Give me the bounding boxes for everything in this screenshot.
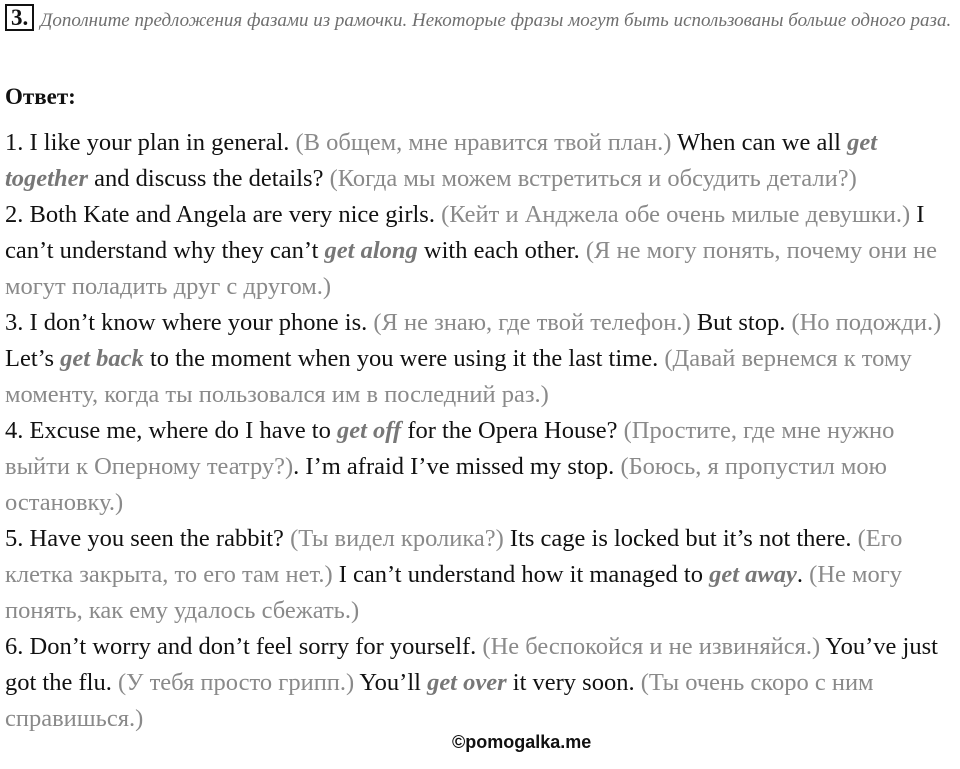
task-instruction-block	[5, 4, 955, 35]
russian-translation: (Ты видел кролика?)	[290, 525, 504, 552]
task-instruction: Дополните предложения фазами из рамочки. Некоторые фразы могут быть использованы больше одного раза.	[40, 10, 952, 31]
russian-translation: (Но подожди.)	[791, 309, 942, 336]
russian-translation: (Когда мы можем встретиться и обсудить детали?)	[329, 165, 857, 192]
english-text: and discuss the details?	[88, 165, 330, 192]
english-text: with each other.	[417, 237, 586, 264]
english-text: 1. I like your plan in general.	[5, 129, 296, 156]
russian-translation: (Его клетка закрыта, то его там нет.)	[5, 525, 903, 588]
answer-item-6	[5, 629, 955, 737]
russian-translation: (Не могу понять, как ему удалось сбежать.)	[5, 561, 903, 624]
russian-translation: (Не беспокойся и не извиняйся.)	[482, 633, 821, 660]
english-text: 6. Don’t worry and don’t feel sorry for yourself.	[5, 633, 483, 660]
english-text: 5. Have you seen the rabbit?	[5, 525, 291, 552]
answer-item-3	[5, 305, 955, 413]
english-text: . I’m afraid I’ve missed my stop.	[293, 453, 621, 480]
english-text: for the Opera House?	[401, 417, 624, 444]
answer-list	[5, 125, 955, 737]
english-text: 3. I don’t know where your phone is.	[5, 309, 374, 336]
phrasal-verb: get back	[60, 345, 144, 372]
english-text: I can’t understand how it managed to	[332, 561, 710, 588]
russian-translation: (Кейт и Анджела обе очень милые девушки.)	[441, 201, 911, 228]
russian-translation: (Простите, где мне нужно выйти к Оперному театру?)	[5, 417, 895, 480]
english-text: .	[796, 561, 810, 588]
task-number: 3.	[5, 4, 34, 31]
answer-item-1	[5, 125, 955, 197]
english-text: You’ll	[354, 669, 428, 696]
english-text: When can we all	[671, 129, 848, 156]
answer-item-2	[5, 197, 955, 305]
phrasal-verb: get together	[5, 129, 878, 192]
russian-translation: (Ты очень скоро с ним справишься.)	[5, 669, 874, 732]
phrasal-verb: get away	[709, 561, 797, 588]
english-text: 2. Both Kate and Angela are very nice girls.	[5, 201, 442, 228]
english-text: You’ve just got the flu.	[5, 633, 938, 696]
english-text: to the moment when you were using it the last time.	[143, 345, 665, 372]
english-text: I can’t understand why they can’t	[5, 201, 925, 264]
phrasal-verb: get along	[324, 237, 418, 264]
phrasal-verb: get off	[337, 417, 402, 444]
russian-translation: (В общем, мне нравится твой план.)	[295, 129, 672, 156]
russian-translation: (Я не знаю, где твой телефон.)	[373, 309, 691, 336]
russian-translation: (У тебя просто грипп.)	[117, 669, 355, 696]
answer-item-4	[5, 413, 955, 521]
english-text: Its cage is locked but it’s not there.	[503, 525, 858, 552]
russian-translation: (Боюсь, я пропустил мою остановку.)	[5, 453, 887, 516]
russian-translation: (Я не могу понять, почему они не могут поладить друг с другом.)	[5, 237, 938, 300]
watermark: ©pomogalka.me	[452, 732, 592, 752]
english-text: 4. Excuse me, where do I have to	[5, 417, 337, 444]
answer-item-5	[5, 521, 955, 629]
english-text: it very soon.	[506, 669, 641, 696]
russian-translation: (Давай вернемся к тому моменту, когда ты пользовался им в последний раз.)	[5, 345, 912, 408]
english-text: But stop.	[690, 309, 792, 336]
phrasal-verb: get over	[427, 669, 507, 696]
answer-heading: Ответ:	[5, 84, 76, 109]
english-text: Let’s	[5, 345, 61, 372]
